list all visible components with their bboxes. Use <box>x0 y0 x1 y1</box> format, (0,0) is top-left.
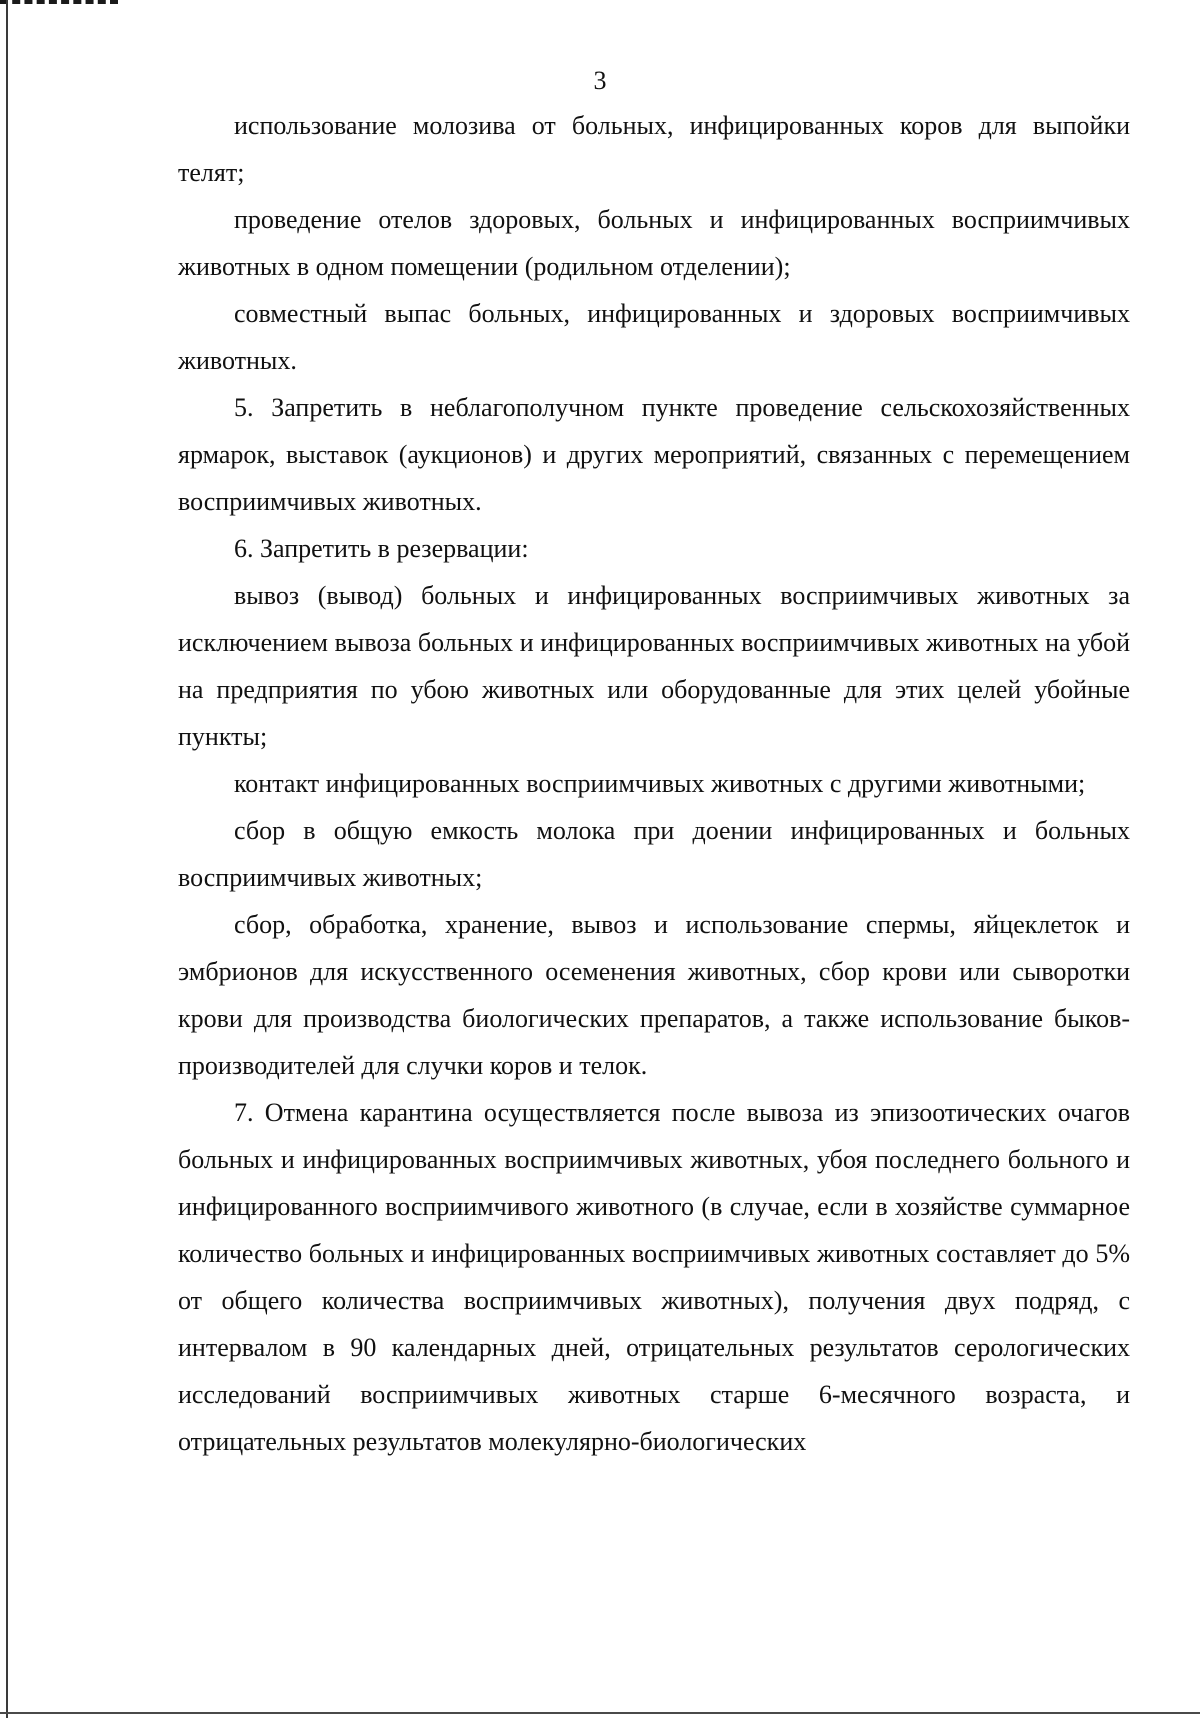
page-number: 3 <box>593 66 607 95</box>
scan-bottom-edge-artifact <box>0 1712 1200 1714</box>
paragraph-milk: сбор в общую емкость молока при доении инфицированных и больных восприимчивых животных; <box>178 816 1130 892</box>
paragraph-export: вывоз (вывод) больных и инфицированных восприимчивых животных за исключением вывоза больных и инфицированных восприимчивых животных на убой на предприятия по убою животных или оборудованные для этих целей убойные пункты; <box>178 581 1130 751</box>
paragraph-contact: контакт инфицированных восприимчивых животных с другими животными; <box>234 769 1086 798</box>
paragraph-colostrum: использование молозива от больных, инфицированных коров для выпойки телят; <box>178 111 1130 187</box>
paragraph-semen: сбор, обработка, хранение, вывоз и использование спермы, яйцеклеток и эмбрионов для искусственного осеменения животных, сбор крови или сыворотки крови для производства биологических препаратов, а также использование быков-производителей для случки коров и телок. <box>178 910 1130 1080</box>
paragraph-calving: проведение отелов здоровых, больных и инфицированных восприимчивых животных в одном помещении (родильном отделении); <box>178 205 1130 281</box>
paragraph-item-6-heading: 6. Запретить в резервации: <box>234 534 529 563</box>
document-body <box>178 102 1130 1465</box>
paragraph-item-7: 7. Отмена карантина осуществляется после вывоза из эпизоотических очагов больных и инфицированных восприимчивых животных, убоя последнего больного и инфицированного восприимчивого животного (в случае, если в хозяйстве суммарное количество больных и инфицированных восприимчивых животных составляет до 5% от общего количества восприимчивых животных), получения двух подряд, с интервалом в 90 календарных дней, отрицательных результатов серологических исследований восприимчивых животных старше 6-месячного возраста, и отрицательных результатов молекулярно-биологических <box>178 1098 1130 1456</box>
scan-left-edge-artifact <box>6 0 8 1718</box>
paragraph-item-5: 5. Запретить в неблагополучном пункте проведение сельскохозяйственных ярмарок, выставок (аукционов) и других мероприятий, связанных с перемещением восприимчивых животных. <box>178 393 1130 516</box>
paragraph-grazing: совместный выпас больных, инфицированных и здоровых восприимчивых животных. <box>178 299 1130 375</box>
scan-top-edge-artifact <box>0 0 118 4</box>
